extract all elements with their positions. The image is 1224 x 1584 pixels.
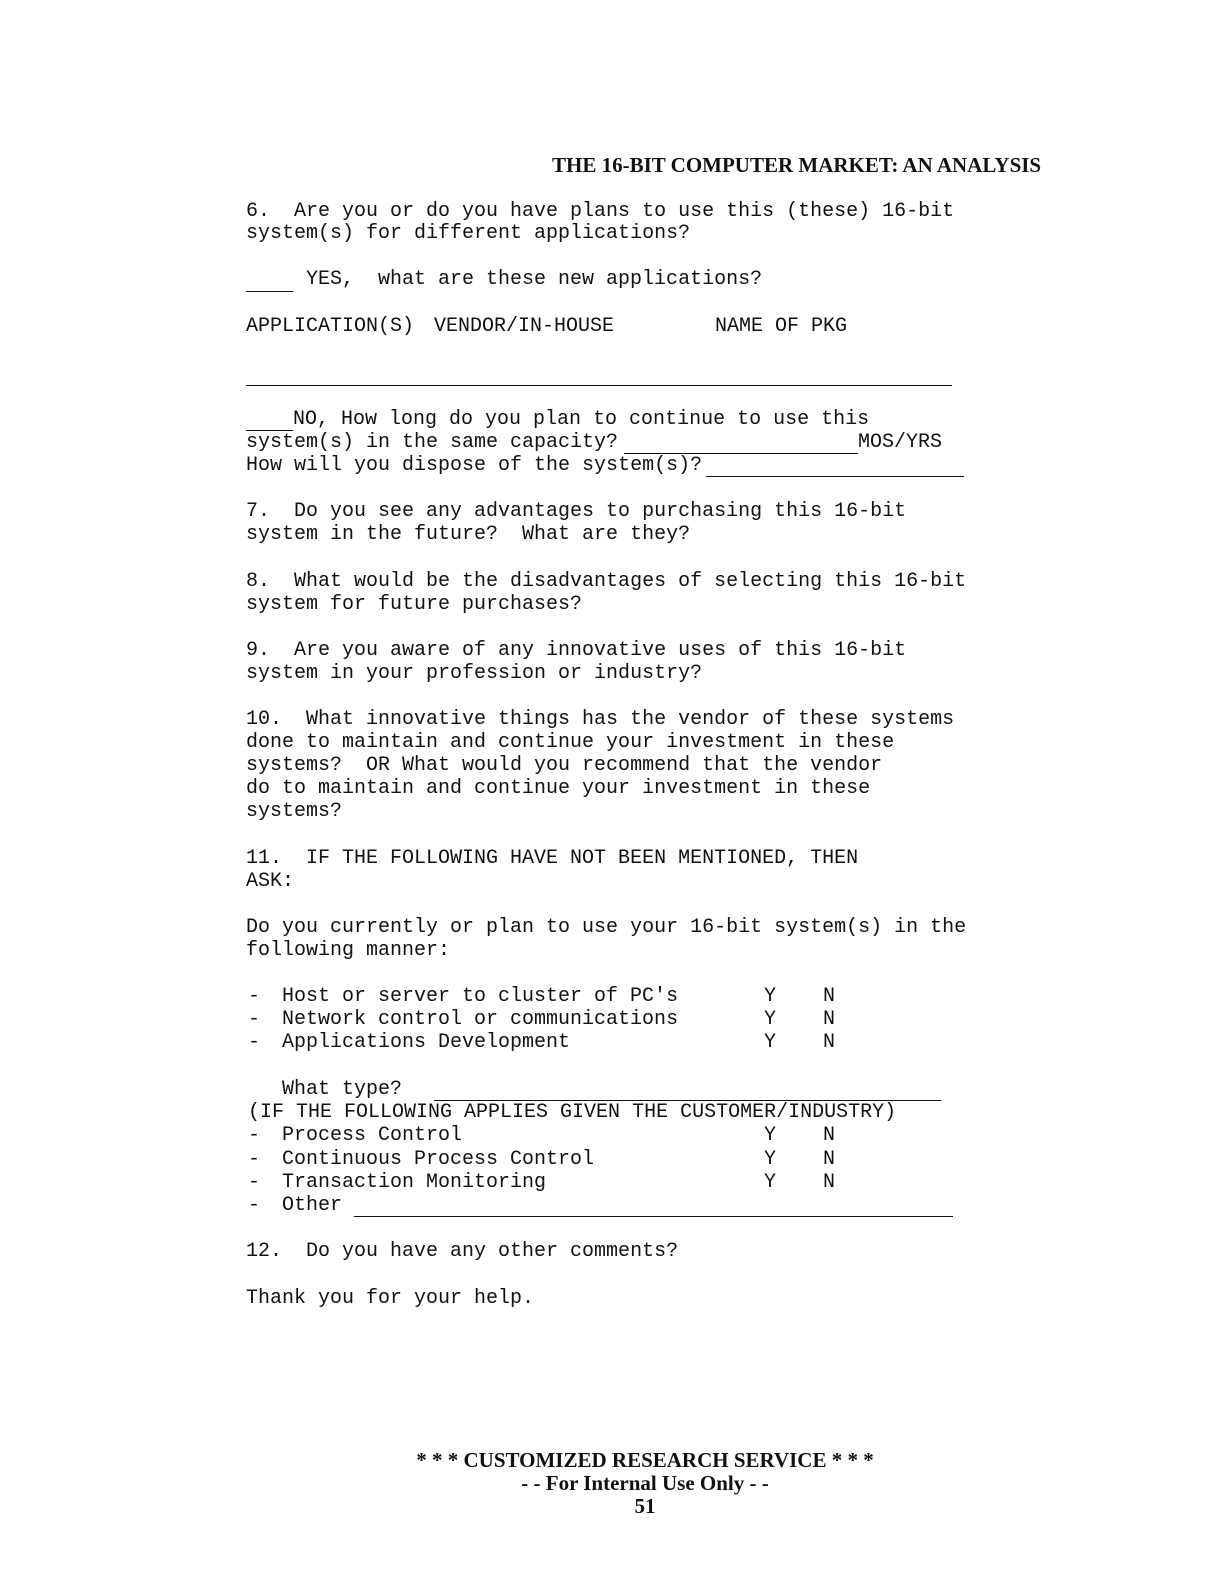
column-header-application: APPLICATION(S) (246, 315, 415, 338)
question-12-line1: 12. Do you have any other comments? (246, 1240, 679, 1263)
no-prompt-line1: NO, How long do you plan to continue to use this (293, 408, 870, 431)
applications-answer-line[interactable] (246, 385, 952, 386)
list-item-dash: - (248, 1171, 261, 1194)
usage-intro-line1: Do you currently or plan to use your 16-bit system(s) in the (246, 916, 967, 939)
question-6-line1: 6. Are you or do you have plans to use this (these) 16-bit (246, 200, 955, 223)
list-item-label: Network control or communications (282, 1008, 679, 1031)
page-number: 51 (634, 1494, 656, 1518)
footer-service-title: * * * CUSTOMIZED RESEARCH SERVICE * * * (416, 1448, 874, 1472)
other-answer-line[interactable] (354, 1216, 953, 1217)
industry-condition: (IF THE FOLLOWING APPLIES GIVEN THE CUSTOMER/INDUSTRY) (248, 1101, 897, 1124)
no-prompt-line2: system(s) in the same capacity? (246, 431, 619, 454)
column-header-package-name: NAME OF PKG (715, 315, 848, 338)
no-option[interactable]: N (823, 1171, 836, 1194)
list-item-label: Continuous Process Control (282, 1148, 595, 1171)
yes-answer-blank[interactable] (246, 291, 293, 292)
yes-option[interactable]: Y (764, 1124, 777, 1147)
question-8-line1: 8. What would be the disadvantages of selecting this 16-bit (246, 570, 967, 593)
column-header-vendor: VENDOR/IN-HOUSE (434, 315, 615, 338)
dispose-answer-line[interactable] (706, 476, 964, 477)
duration-units: MOS/YRS (858, 431, 943, 454)
other-label: Other (282, 1194, 343, 1217)
question-7-line1: 7. Do you see any advantages to purchasing this 16-bit (246, 500, 907, 523)
list-item-dash: - (248, 1194, 261, 1217)
list-item-label: Applications Development (282, 1031, 571, 1054)
list-item-label: Process Control (282, 1124, 463, 1147)
yes-option[interactable]: Y (764, 1031, 777, 1054)
list-item-dash: - (248, 985, 261, 1008)
question-11-line2: ASK: (246, 870, 295, 893)
question-10-line4: do to maintain and continue your investment in these (246, 777, 871, 800)
what-type-prompt: What type? (282, 1078, 403, 1101)
no-option[interactable]: N (823, 985, 836, 1008)
yes-option[interactable]: Y (764, 985, 777, 1008)
question-10-line1: 10. What innovative things has the vendor of these systems (246, 708, 955, 731)
question-10-line5: systems? (246, 800, 343, 823)
list-item-label: Transaction Monitoring (282, 1171, 547, 1194)
no-option[interactable]: N (823, 1148, 836, 1171)
question-6-line2: system(s) for different applications? (246, 222, 691, 245)
yes-prompt: YES, what are these new applications? (294, 268, 763, 291)
list-item-dash: - (248, 1124, 261, 1147)
question-10-line2: done to maintain and continue your investment in these (246, 731, 895, 754)
page-header-title: THE 16-BIT COMPUTER MARKET: AN ANALYSIS (552, 153, 1042, 177)
footer-internal-use: - - For Internal Use Only - - (521, 1471, 769, 1495)
list-item-dash: - (248, 1008, 261, 1031)
question-9-line1: 9. Are you aware of any innovative uses of this 16-bit (246, 639, 907, 662)
closing-thanks: Thank you for your help. (246, 1287, 535, 1310)
no-option[interactable]: N (823, 1031, 836, 1054)
dispose-prompt: How will you dispose of the system(s)? (246, 454, 703, 477)
no-option[interactable]: N (823, 1008, 836, 1031)
list-item-dash: - (248, 1148, 261, 1171)
yes-option[interactable]: Y (764, 1008, 777, 1031)
list-item-dash: - (248, 1031, 261, 1054)
question-9-line2: system in your profession or industry? (246, 662, 703, 685)
yes-option[interactable]: Y (764, 1171, 777, 1194)
question-11-line1: 11. IF THE FOLLOWING HAVE NOT BEEN MENTIONED, THEN (246, 847, 859, 870)
question-7-line2: system in the future? What are they? (246, 523, 691, 546)
question-8-line2: system for future purchases? (246, 593, 583, 616)
usage-intro-line2: following manner: (246, 939, 451, 962)
list-item-label: Host or server to cluster of PC's (282, 985, 679, 1008)
yes-option[interactable]: Y (764, 1148, 777, 1171)
no-option[interactable]: N (823, 1124, 836, 1147)
question-10-line3: systems? OR What would you recommend that the vendor (246, 754, 883, 777)
